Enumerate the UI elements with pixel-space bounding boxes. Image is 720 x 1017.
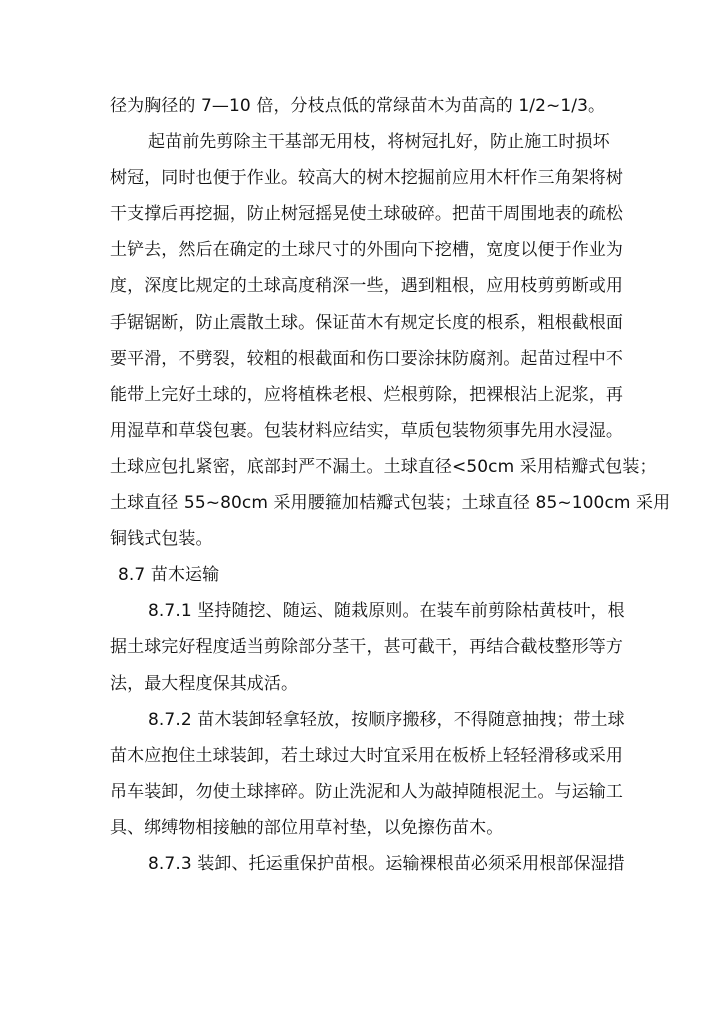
text-line-7: 手锯锯断，防止震散土球。保证苗木有规定长度的根系，粗根截根面 bbox=[110, 312, 623, 333]
text-line-1: 径为胸径的 7—10 倍，分枝点低的常绿苗木为苗高的 1/2~1/3。 bbox=[110, 96, 606, 116]
text-line-3: 树冠，同时也便于作业。较高大的树木挖掘前应用木杆作三角架将树 bbox=[110, 168, 623, 189]
text-line-21: 具、绑缚物相接触的部位用草衬垫，以免擦伤苗木。 bbox=[110, 817, 504, 838]
text-line-15: 8.7.1 坚持随挖、随运、随栽原则。在装车前剪除枯黄枝叶，根 bbox=[148, 601, 625, 622]
text-line-12: 土球直径 55~80cm 采用腰箍加桔瓣式包装；土球直径 85~100cm 采用 bbox=[110, 493, 671, 514]
text-line-5: 土铲去，然后在确定的土球尺寸的外围向下挖槽，宽度以便于作业为 bbox=[110, 240, 623, 261]
text-line-2: 起苗前先剪除主干基部无用枝，将树冠扎好，防止施工时损坏 bbox=[148, 132, 610, 153]
text-line-6: 度，深度比规定的土球高度稍深一些，遇到粗根，应用枝剪剪断或用 bbox=[110, 276, 623, 297]
text-line-4: 干支撑后再挖掘，防止树冠摇晃使土球破碎。把苗干周围地表的疏松 bbox=[110, 204, 623, 225]
text-line-9: 能带上完好土球的，应将植株老根、烂根剪除，把裸根沾上泥浆，再 bbox=[110, 384, 623, 405]
text-line-22: 8.7.3 装卸、托运重保护苗根。运输裸根苗必须采用根部保湿措 bbox=[148, 853, 625, 874]
text-line-20: 吊车装卸，勿使土球摔碎。防止洗泥和人为敲掉随根泥土。与运输工 bbox=[110, 781, 623, 802]
text-line-13: 铜钱式包装。 bbox=[110, 529, 213, 550]
text-line-19: 苗木应抱住土球装卸，若土球过大时宜采用在板桥上轻轻滑移或采用 bbox=[110, 745, 623, 766]
text-line-10: 用湿草和草袋包裹。包装材料应结实，草质包装物须事先用水浸湿。 bbox=[110, 420, 623, 441]
text-line-8: 要平滑，不劈裂，较粗的根截面和伤口要涂抹防腐剂。起苗过程中不 bbox=[110, 348, 623, 369]
text-line-11: 土球应包扎紧密，底部封严不漏土。土球直径<50cm 采用桔瓣式包装； bbox=[110, 456, 657, 477]
section-heading: 8.7 苗木运输 bbox=[118, 565, 220, 586]
text-line-18: 8.7.2 苗木装卸轻拿轻放，按顺序搬移，不得随意抽拽；带土球 bbox=[148, 709, 625, 730]
text-line-16: 据土球完好程度适当剪除部分茎干，甚可截干，再结合截枝整形等方 bbox=[110, 637, 623, 658]
text-line-17: 法，最大程度保其成活。 bbox=[110, 673, 299, 694]
